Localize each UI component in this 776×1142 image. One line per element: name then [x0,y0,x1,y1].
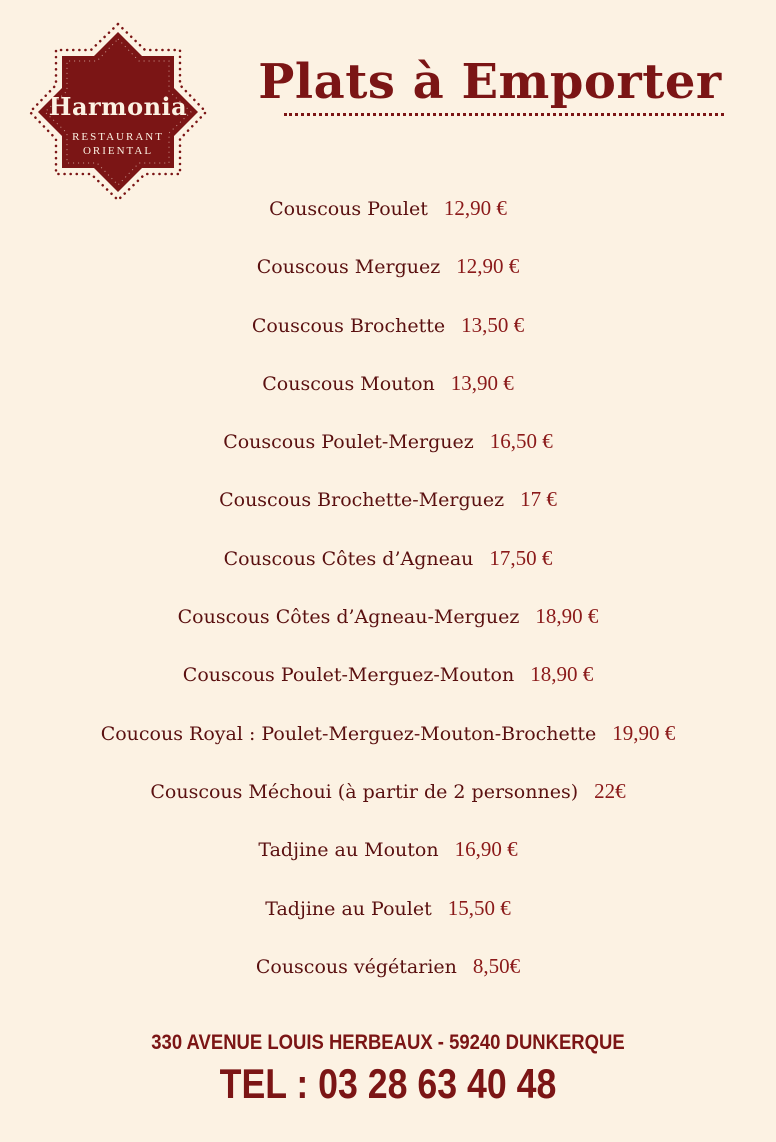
logo-subtitle-line2: ORIENTAL [82,145,154,157]
menu-item [0,538,776,596]
dish-name: Couscous Poulet-Merguez-Mouton [182,664,515,687]
menu-item [0,188,776,246]
dish-name: Couscous Poulet [269,198,428,220]
dish-price: 13,50 € [461,312,525,337]
menu-list [0,188,776,1004]
dish-name: Tadjine au Poulet [265,897,432,920]
dish-price: 12,90 € [456,254,520,279]
restaurant-phone: TEL : 03 28 63 40 48 [219,1060,557,1107]
dish-name: Couscous Côtes d’Agneau-Merguez [177,606,520,629]
page-title: Plats à Emporter [258,54,722,110]
dish-price: 12,90 € [443,196,507,220]
menu-item [0,421,776,479]
menu-item [0,713,776,771]
menu-item [0,946,776,1004]
dish-price: 19,90 € [612,720,676,745]
menu-item [0,654,776,712]
menu-item [0,246,776,304]
dish-price: 17 € [520,487,557,512]
dish-price: 16,50 € [489,429,553,454]
menu-item [0,363,776,421]
dish-name: Couscous Mouton [262,372,435,395]
dish-price: 8,50€ [472,953,521,978]
dish-price: 22€ [594,778,626,803]
title-underline [284,113,724,116]
dish-price: 16,90 € [454,837,518,862]
dish-name: Couscous Côtes d’Agneau [223,547,474,570]
dish-price: 18,90 € [530,662,594,687]
dish-price: 13,90 € [450,370,514,395]
menu-item [0,479,776,537]
dish-name: Couscous Brochette [251,314,446,337]
dish-name: Couscous Poulet-Merguez [223,431,474,454]
logo-name: Harmonia [48,92,188,121]
dish-name: Couscous végétarien [255,955,457,978]
restaurant-logo [18,12,218,212]
menu-item [0,305,776,363]
dish-name: Couscous Merguez [256,256,441,279]
menu-item [0,596,776,654]
dish-name: Tadjine au Mouton [258,839,439,862]
dish-price: 15,50 € [447,895,511,920]
restaurant-address: 330 AVENUE LOUIS HERBEAUX - 59240 DUNKERQUE [151,1031,625,1054]
menu-item [0,888,776,946]
dish-price: 17,50 € [489,545,553,570]
dish-price: 18,90 € [535,604,599,629]
dish-name: Couscous Méchoui (à partir de 2 personnes) [150,780,579,803]
logo-subtitle-line1: RESTAURANT [72,131,164,143]
menu-item [0,829,776,887]
dish-name: Couscous Brochette-Merguez [219,489,505,512]
dish-name: Coucous Royal : Poulet-Merguez-Mouton-Brochette [100,722,597,745]
menu-item [0,771,776,829]
